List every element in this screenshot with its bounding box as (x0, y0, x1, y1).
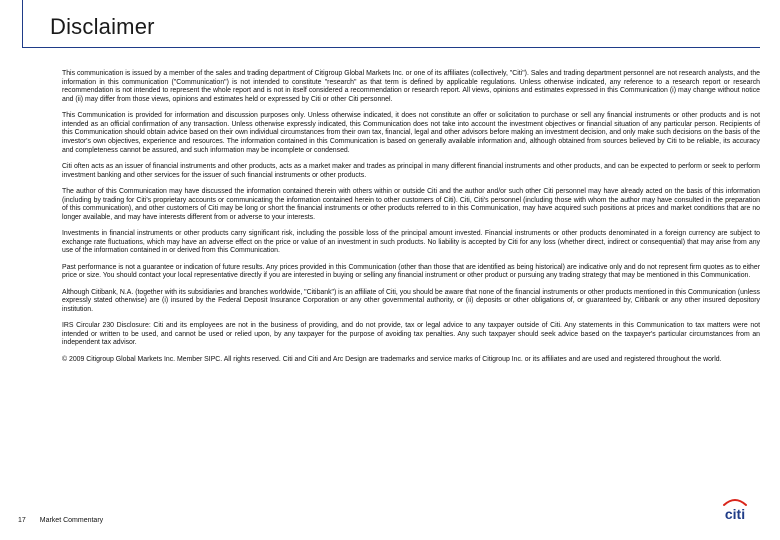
disclaimer-paragraph: The author of this Communication may have discussed the information contained therein with others within or outside Citi and the author and/or such other Citi personnel may have already acted on the basis of this information (including by trading for Citi's proprietary accounts or communicating the information contained herein to other customers of Citi). Citi, Citi's personnel (including those with whom the author may have consulted in the preparation of this communication), and other customers of Citi may be long or short the financial instruments or other products referred to in this Communication, may have acquired such positions at prices and market conditions that are no longer available, and may have interests different from or adverse to your interests. (62, 187, 760, 221)
citi-arc-icon (724, 500, 746, 505)
disclaimer-paragraph: IRS Circular 230 Disclosure: Citi and its employees are not in the business of providing, and do not provide, tax or legal advice to any taxpayer outside of Citi. Any statements in this Communication to tax matters were not intended or written to be used, and cannot be used or relied upon, by any taxpayer for the purpose of avoiding tax penalties. Any such taxpayer should seek advice based on the taxpayer's particular circumstances from an independent tax advisor. (62, 322, 760, 347)
disclaimer-paragraph: Citi often acts as an issuer of financial instruments and other products, acts as a market maker and trades as principal in many different financial instruments and other products, and can be expected to perform or seek to perform investment banking and other services for the issuer of such financial instruments or other products. (62, 162, 760, 179)
disclaimer-paragraph: Past performance is not a guarantee or indication of future results. Any prices provided in this Communication (other than those that are identified as being historical) are indicative only and do not represent firm quotes as to either price or size. You should contact your local representative directly if you are interested in buying or selling any financial instrument or other product or pursuing any trading strategy that may be mentioned in this Communication. (62, 263, 760, 280)
citi-logo-text: citi (724, 506, 746, 522)
header-divider (22, 47, 760, 48)
disclaimer-paragraph: This Communication is provided for information and discussion purposes only. Unless otherwise indicated, it does not constitute an offer or solicitation to purchase or sell any financial instruments or other products and is not intended as an official confirmation of any transaction. Unless otherwise expressly indicated, this Communication does not take into account the investment objectives or financial situation of any particular person. Recipients of this Communication should obtain advice based on their own individual circumstances from their own tax, financial, legal and other advisors before making an investment decision, and only make such decisions on the basis of the investor's own objectives, experience and resources. The information contained in this Communication is based on generally available information and, although obtained from sources believed by Citi to be reliable, its accuracy and completeness cannot be assured, and such information may be incomplete or condensed. (62, 112, 760, 154)
page-title: Disclaimer (50, 14, 155, 39)
disclaimer-paragraph: Investments in financial instruments or other products carry significant risk, including the possible loss of the principal amount invested. Financial instruments or other products denominated in a foreign currency are subject to exchange rate fluctuations, which may have an adverse effect on the price or value of an investment in such products. No liability is accepted by Citi for any loss (whether direct, indirect or consequential) that may arise from any use of the information contained in or derived from this Communication. (62, 230, 760, 255)
disclaimer-body (62, 70, 760, 372)
page-number: 17 (18, 517, 26, 524)
page-footer (18, 517, 103, 524)
copyright-paragraph: © 2009 Citigroup Global Markets Inc. Member SIPC. All rights reserved. Citi and Citi and Arc Design are trademarks and service marks of Citigroup Inc. or its affiliates and are used and registered throughout the world. (62, 355, 722, 363)
disclaimer-paragraph: Although Citibank, N.A. (together with its subsidiaries and branches worldwide, "Citibank") is an affiliate of Citi, you should be aware that none of the financial instruments or other products mentioned in this Communication (unless expressly stated otherwise) are (i) insured by the Federal Deposit Insurance Corporation or any other governmental authority, or (ii) deposits or other obligations of, or guaranteed by, Citibank or any other insured depository institution. (62, 288, 760, 313)
citi-logo-icon (718, 496, 752, 522)
disclaimer-paragraph: This communication is issued by a member of the sales and trading department of Citigroup Global Markets Inc. or one of its affiliates (collectively, "Citi"). Sales and trading department personnel are not research analysts, and the information in this communication ("Communication") is not intended to constitute "research" as that term is defined by applicable regulations. Unless otherwise indicated, any reference to a research report or research recommendation is not intended to represent the whole report and is not in itself considered a recommendation or research report. All views, opinions and estimates expressed in this Communication (i) may change without notice and (ii) may differ from those views, opinions and estimates held or expressed by Citi or other Citi personnel. (62, 70, 760, 103)
header-left-rule (22, 0, 23, 48)
footer-section-label: Market Commentary (39, 517, 104, 524)
